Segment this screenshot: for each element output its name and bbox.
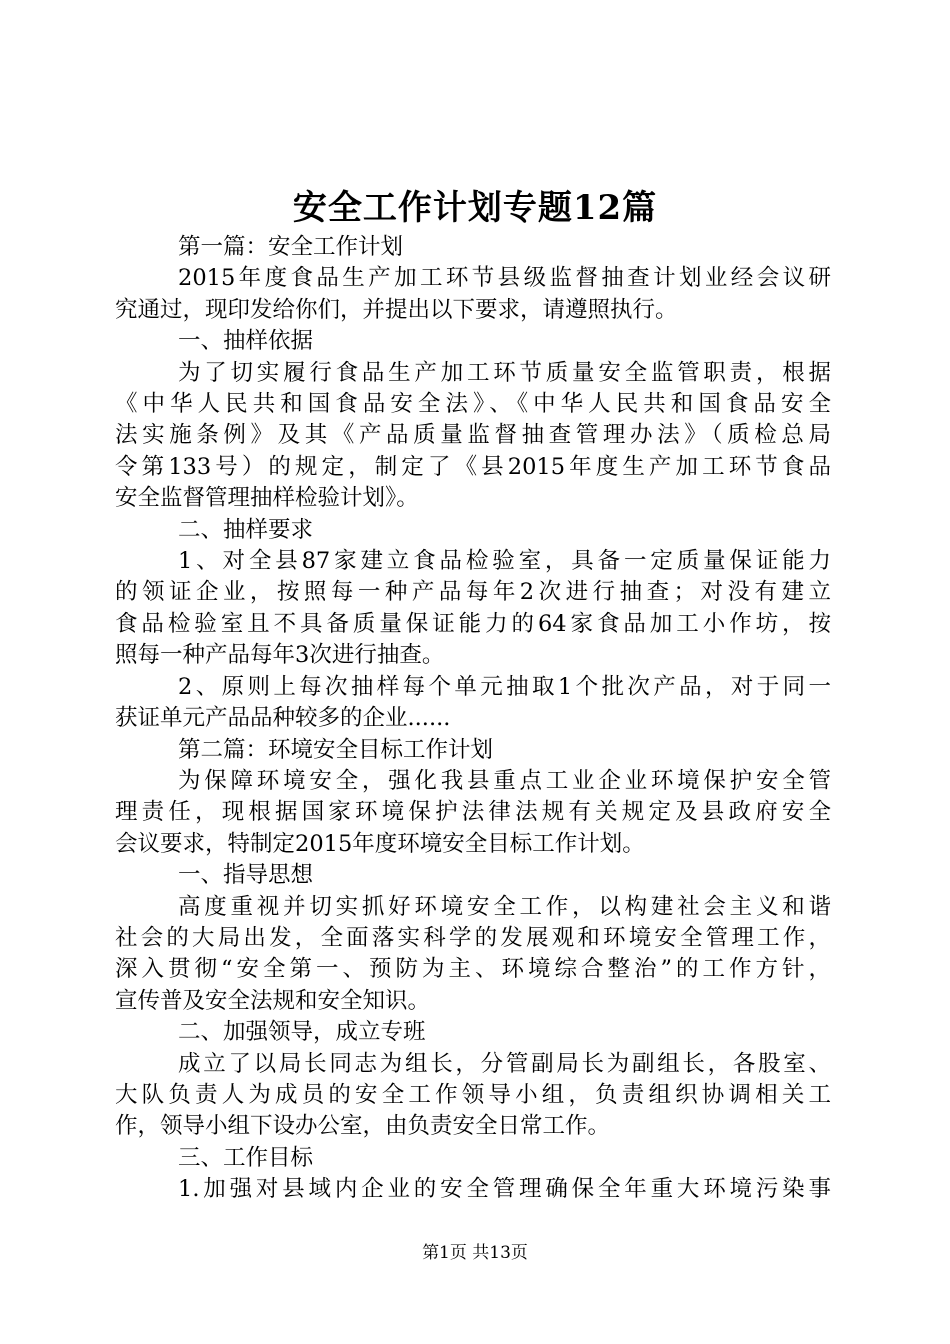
- paragraph-line: 安全监督管理抽样检验计划》。: [115, 485, 419, 512]
- paragraph-line: 为保障环境安全，强化我县重点工业企业环境保护安全管: [178, 767, 831, 794]
- paragraph-line: 2015年度食品生产加工环节县级监督抽查计划业经会议研: [178, 265, 831, 292]
- paragraph-line: 一、指导思想: [178, 862, 314, 889]
- paragraph-line: 理责任，现根据国家环境保护法律法规有关规定及县政府安全: [115, 799, 831, 826]
- paragraph-line: 高度重视并切实抓好环境安全工作，以构建社会主义和谐: [178, 893, 831, 920]
- paragraph-line: 法实施条例》及其《产品质量监督抽查管理办法》（质检总局: [115, 422, 831, 449]
- paragraph-line: 为了切实履行食品生产加工环节质量安全监管职责，根据: [178, 359, 831, 386]
- paragraph-line: 食品检验室且不具备质量保证能力的64家食品加工小作坊，按: [115, 610, 831, 637]
- paragraph-line: 究通过，现印发给你们，并提出以下要求，请遵照执行。: [115, 296, 678, 323]
- paragraph-line: 令第133号）的规定，制定了《县2015年度生产加工环节食品: [115, 453, 831, 480]
- paragraph-line: 成立了以局长同志为组长，分管副局长为副组长，各股室、: [178, 1050, 831, 1077]
- paragraph-line: 社会的大局出发，全面落实科学的发展观和环境安全管理工作，: [115, 924, 831, 951]
- paragraph-line: 深入贯彻“安全第一、预防为主、环境综合整治”的工作方针，: [115, 956, 831, 983]
- paragraph-line: 第一篇：安全工作计划: [178, 234, 404, 260]
- paragraph-line: 作，领导小组下设办公室，由负责安全日常工作。: [115, 1113, 611, 1140]
- paragraph-line: 大队负责人为成员的安全工作领导小组，负责组织协调相关工: [115, 1081, 831, 1108]
- paragraph-line: 获证单元产品品种较多的企业......: [115, 705, 451, 732]
- paragraph-line: 会议要求，特制定2015年度环境安全目标工作计划。: [115, 830, 645, 857]
- paragraph-line: 一、抽样依据: [178, 328, 314, 355]
- paragraph-line: 的领证企业，按照每一种产品每年2次进行抽查；对没有建立: [115, 579, 831, 606]
- paragraph-line: 照每一种产品每年3次进行抽查。: [115, 642, 445, 669]
- paragraph-line: 2、原则上每次抽样每个单元抽取1个批次产品，对于同一: [178, 673, 831, 700]
- paragraph-line: 宣传普及安全法规和安全知识。: [115, 987, 431, 1014]
- paragraph-line: 《中华人民共和国食品安全法》、《中华人民共和国食品安全: [115, 391, 831, 418]
- paragraph-line: 1、对全县87家建立食品检验室，具备一定质量保证能力: [178, 548, 831, 575]
- page-footer: 第1页 共13页: [422, 1243, 528, 1263]
- document-body: [115, 232, 831, 1206]
- paragraph-line: 二、抽样要求: [178, 516, 314, 543]
- paragraph-line: 二、加强领导，成立专班: [178, 1019, 426, 1046]
- paragraph-line: 第二篇：环境安全目标工作计划: [178, 736, 494, 763]
- paragraph-line: 三、工作目标: [178, 1144, 314, 1171]
- paragraph-line: 1.加强对县域内企业的安全管理确保全年重大环境污染事: [178, 1176, 831, 1203]
- document-title: 安全工作计划专题12篇: [292, 188, 658, 228]
